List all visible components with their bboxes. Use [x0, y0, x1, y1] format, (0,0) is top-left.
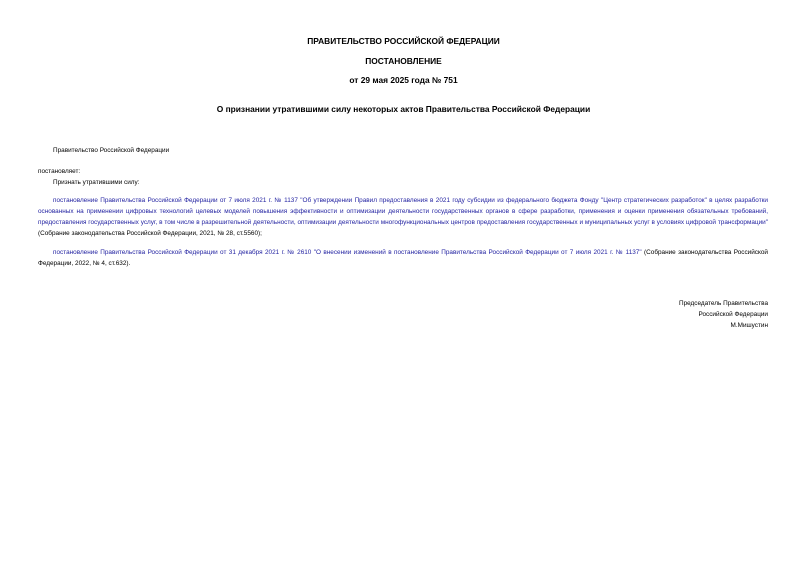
government-heading: ПРАВИТЕЛЬСТВО РОССИЙСКОЙ ФЕДЕРАЦИИ [307, 36, 500, 46]
date-number: от 29 мая 2025 года № 751 [349, 75, 458, 85]
preamble: Правительство Российской Федерации [53, 147, 170, 154]
decree-source: (Собрание законодательства Российской Федерации, 2021, № 28, ст.5560); [38, 230, 262, 237]
decree-source: (Собрание законодательства Российской Федерации, 2022, № 4, ст.632). [38, 249, 768, 267]
decree-link[interactable]: постановление Правительства Российской Федерации от 31 декабря 2021 г. № 2610 "О внесении изменений в постановление Правительства Российской Федерации от 7 июля 2021 г. № 1137" [53, 249, 642, 256]
doc-type-heading: ПОСТАНОВЛЕНИЕ [365, 56, 442, 66]
signature-position-2: Российской Федерации [698, 311, 768, 318]
signature-position: Председатель Правительства [679, 300, 768, 307]
repeal-item [38, 195, 768, 239]
decrees-text: постановляет: [38, 168, 81, 175]
repeal-item [38, 247, 768, 269]
repeal-intro: Признать утратившими силу: [53, 179, 140, 186]
decree-link[interactable]: постановление Правительства Российской Федерации от 7 июля 2021 г. № 1137 "Об утверждении Правил предоставления в 2021 году субсидии из федерального бюджета Фонду "Центр стратегических разработок" в целях разработки основанных на применении цифровых технологий целевых моделей повышения эффективности и оптимизации деятельности государственных органов в сфере разработки, применения и оценки применения обязательных требований, предоставления государственных услуг, в том числе в разрешительной деятельности, оптимизации деятельности многофункциональных центров предоставления государственных и муниципальных услуг в условиях цифровой трансформации" [38, 197, 768, 226]
signature-name: М.Мишустин [730, 322, 768, 329]
document-title: О признании утратившими силу некоторых актов Правительства Российской Федерации [216, 104, 591, 114]
